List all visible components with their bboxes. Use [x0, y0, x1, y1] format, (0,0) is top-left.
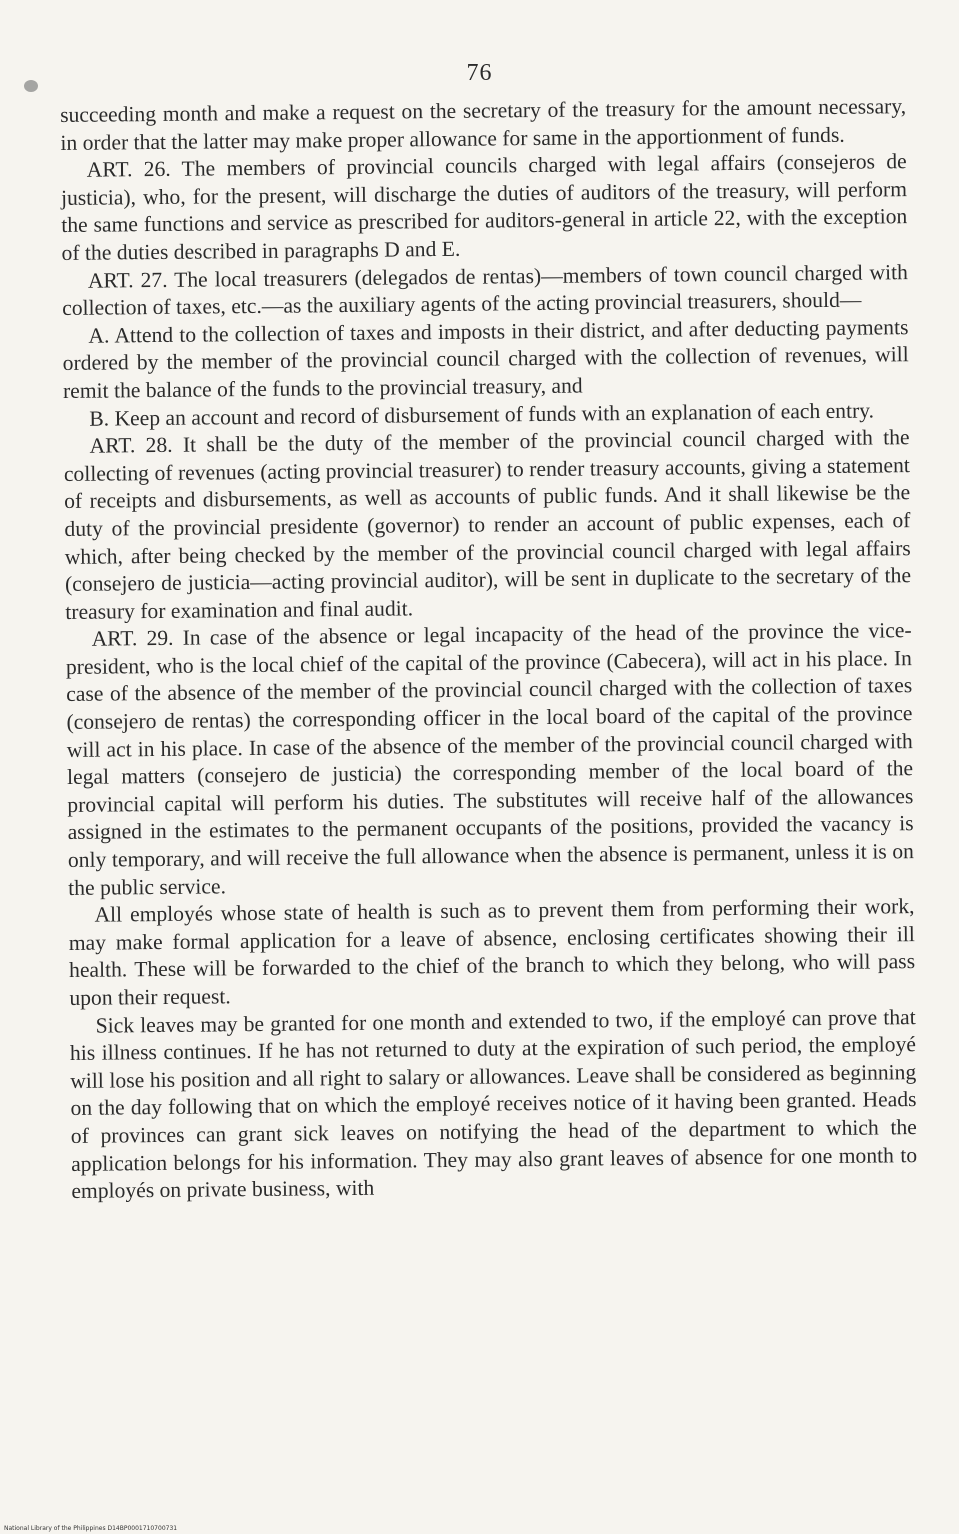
paragraph-art-27: ART. 27. The local treasurers (delegados de rentas)—members of town council charged with collection of taxes, etc.—as the auxiliary agents of the acting provincial treasurers, should—	[62, 259, 908, 321]
paragraph-art-28: ART. 28. It shall be the duty of the member of the provincial council charged with the collecting of revenues (acting provincial treasurer) to render treasury accounts, giving a statement of receipts and disbursements, as well as accounts of public funds. And it shall likewise be the duty of the provincial presidente (governor) to render an account of public expenses, each of which, after being checked by the member of the provincial council charged with legal affairs (consejero de justicia—acting provincial auditor), will be sent in duplicate to the secretary of the treasury for examination and final audit.	[63, 425, 912, 624]
paragraph-item-a: A. Attend to the collection of taxes and imposts in their district, and after deducting payments ordered by the member of the provincial council charged with the collection of revenues, will remit the balance of the funds to the provincial treasury, and	[62, 314, 909, 403]
paragraph-sick-leave: Sick leaves may be granted for one month and extended to two, if the employé can prove that his illness continues. If he has not returned to duty at the expiration of such period, the employé will lose his position and all right to salary or allowances. Leave shall be considered as beginning on the day following that on which the employé receives notice of it having been granted. Heads of provinces can grant sick leaves on notifying the head of the department to which the application belongs for his information. They may also grant leaves of absence for one month to employés on private business, with	[69, 1004, 918, 1204]
scan-footer: National Library of the Philippines D14BP0001710700731	[4, 1525, 178, 1532]
paragraph-health-leave: All employés whose state of health is such as to prevent them from performing their work, may make formal application for a leave of absence, enclosing certificates showing their ill health. These will be forwarded to the chief of the branch to which they belong, who will pass upon their request.	[68, 894, 916, 1010]
page-number: 76	[466, 60, 493, 86]
paragraph-art-29: ART. 29. In case of the absence or legal incapacity of the head of the province the vice-president, who is the local chief of the capital of the province (Cabecera), will act in his place. In case of the absence of the member of the provincial council charged with the collection of taxes (consejero de rentas) the corresponding officer in the local board of the capital of the province will act in his place. In case of the absence of the member of the provincial council charged with legal matters (consejero de justicia) the corresponding member of the local board of the provincial capital will perform his duties. The substitutes will receive half of the allowances assigned in the estimates to the permanent occupants of the positions, provided the vacancy is only temporary, and will receive the full allowance when the absence is permanent, unless it is on the public service.	[65, 618, 915, 900]
paragraph-continuation: succeeding month and make a request on the secretary of the treasury for the amount necessary, in order that the latter may make proper allowance for same in the apportionment of funds.	[60, 94, 907, 155]
paragraph-item-b: B. Keep an account and record of disbursement of funds with an explanation of each entry.	[89, 398, 875, 431]
paragraph-art-26: ART. 26. The members of provincial councils charged with legal affairs (consejeros de justicia), who, for the present, will discharge the duties of auditors of the treasury, will perform the same functions and service as prescribed for auditors-general in article 22, with the exception of the duties described in paragraphs D and E.	[60, 149, 908, 265]
body-text	[60, 93, 918, 1206]
